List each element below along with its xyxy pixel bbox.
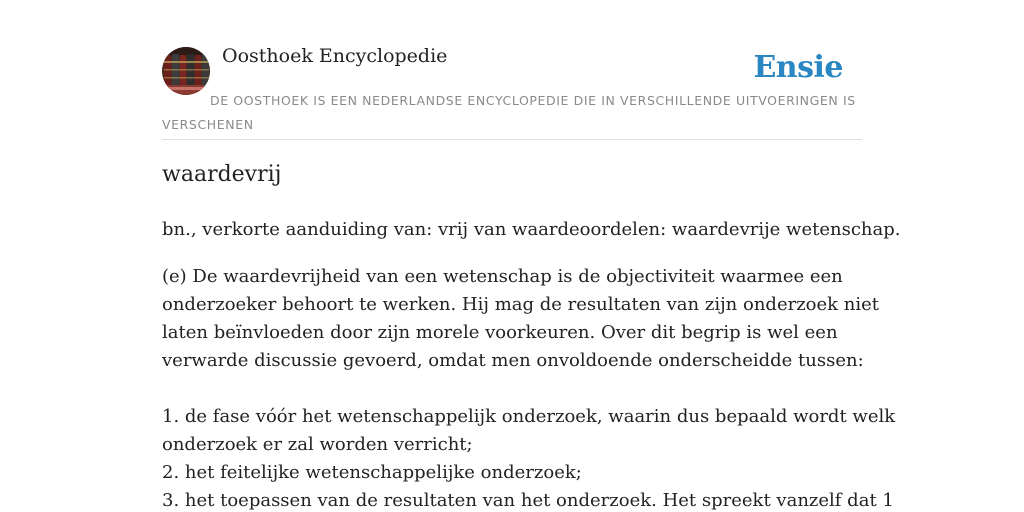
body-line: onderzoek er zal worden verricht; [162,434,473,455]
paragraph-gap [162,375,882,403]
source-description: DE OOSTHOEK IS EEN NEDERLANDSE ENCYCLOPEDIE DIE IN VERSCHILLENDE UITVOERINGEN IS VERSCHENEN [162,93,856,132]
body-line: (e) De waardevrijheid van een wetenschap is de objectiviteit waarmee een [162,266,843,287]
book-spines-icon [162,47,210,95]
entry-title: waardevrij [162,162,282,187]
source-header [162,0,862,140]
body-line: 2. het feitelijke wetenschappelijke onderzoek; [162,462,582,483]
body-line: 3. het toepassen van de resultaten van het onderzoek. Het spreekt vanzelf dat 1 [162,490,894,511]
body-line: verwarde discussie gevoerd, omdat men onvoldoende onderscheidde tussen: [162,350,864,371]
body-line: laten beïnvloeden door zijn morele voorkeuren. Over dit begrip is wel een [162,322,838,343]
entry-body [162,263,896,512]
source-avatar[interactable] [162,47,210,95]
content-column [162,0,901,511]
entry-definition: bn., verkorte aanduiding van: vrij van waardeoordelen: waardevrije wetenschap. [162,219,901,240]
body-line: onderzoeker behoort te werken. Hij mag de resultaten van zijn onderzoek niet [162,294,880,315]
body-line: 1. de fase vóór het wetenschappelijk onderzoek, waarin dus bepaald wordt welk [162,406,896,427]
source-name[interactable]: Oosthoek Encyclopedie [222,45,448,67]
brand-logo[interactable]: Ensie [753,50,843,85]
